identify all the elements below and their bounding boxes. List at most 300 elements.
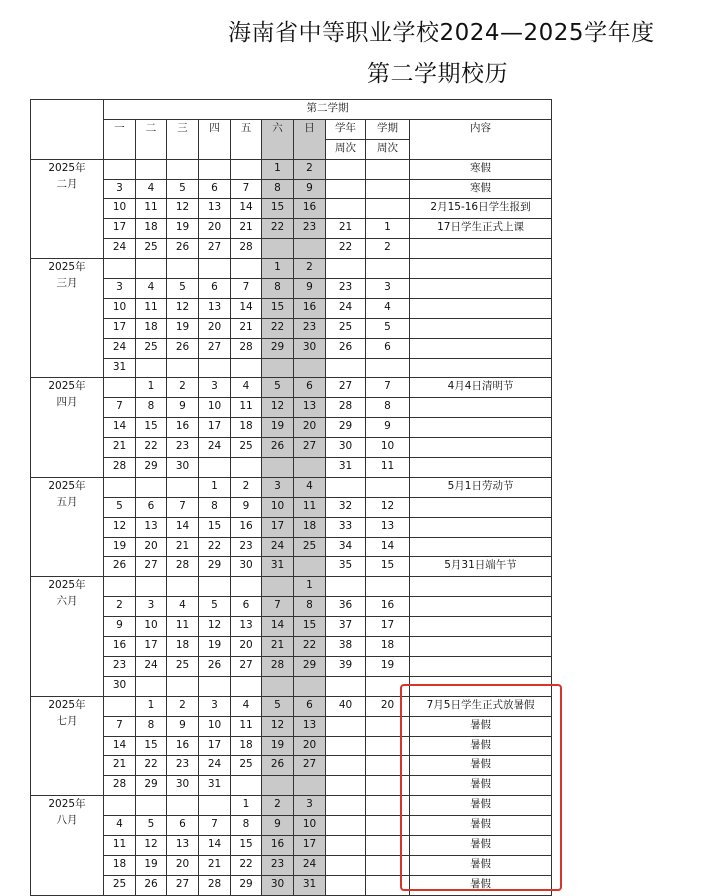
month-label (31, 577, 104, 696)
day-cell (104, 696, 136, 716)
day-cell: 21 (104, 756, 136, 776)
sem-week-cell (366, 796, 410, 816)
day-cell: 24 (104, 239, 136, 259)
page-title: 海南省中等职业学校2024—2025学年度 (228, 20, 655, 46)
day-cell: 4 (294, 477, 326, 497)
day-cell: 30 (167, 776, 199, 796)
content-cell (410, 318, 552, 338)
sem-week-cell: 4 (366, 298, 410, 318)
day-cell: 11 (231, 716, 262, 736)
day-cell: 26 (199, 656, 231, 676)
day-cell: 22 (136, 756, 167, 776)
content-cell (410, 338, 552, 358)
content-cell (410, 438, 552, 458)
day-cell: 15 (231, 835, 262, 855)
month-label (31, 477, 104, 576)
day-cell: 14 (104, 736, 136, 756)
day-cell (104, 378, 136, 398)
day-cell (167, 159, 199, 179)
day-cell (199, 159, 231, 179)
day-cell (262, 239, 294, 259)
day-cell (294, 676, 326, 696)
day-cell: 18 (104, 855, 136, 875)
week-row (31, 517, 552, 537)
day-cell: 19 (199, 637, 231, 657)
day-cell: 24 (294, 855, 326, 875)
day-cell: 18 (231, 736, 262, 756)
day-cell: 20 (199, 219, 231, 239)
day-cell: 5 (167, 279, 199, 299)
week-row (31, 676, 552, 696)
day-cell: 30 (104, 676, 136, 696)
day-cell: 9 (294, 279, 326, 299)
day-cell: 2 (294, 259, 326, 279)
content-cell (410, 279, 552, 299)
week-row (31, 875, 552, 895)
day-cell: 2 (104, 597, 136, 617)
day-cell (294, 557, 326, 577)
day-cell: 20 (294, 418, 326, 438)
day-cell: 25 (231, 438, 262, 458)
year-week-cell: 29 (326, 418, 366, 438)
day-cell: 10 (262, 497, 294, 517)
year-week-cell (326, 577, 366, 597)
day-cell: 13 (199, 199, 231, 219)
week-row (31, 776, 552, 796)
day-cell: 17 (199, 736, 231, 756)
year-week-cell (326, 199, 366, 219)
year-week-cell: 36 (326, 597, 366, 617)
day-cell: 24 (104, 338, 136, 358)
content-cell (410, 537, 552, 557)
year-week-cell (326, 358, 366, 378)
day-cell (231, 577, 262, 597)
day-header-sat: 六 (262, 119, 294, 159)
day-cell: 31 (104, 358, 136, 378)
day-cell: 29 (231, 875, 262, 895)
day-cell: 10 (104, 199, 136, 219)
content-cell: 暑假 (410, 796, 552, 816)
week-row (31, 418, 552, 438)
week-row (31, 378, 552, 398)
week-row (31, 756, 552, 776)
sem-week-cell: 5 (366, 318, 410, 338)
day-cell: 7 (231, 179, 262, 199)
day-cell: 27 (167, 875, 199, 895)
day-cell: 8 (136, 398, 167, 418)
day-cell: 7 (104, 716, 136, 736)
sem-week-cell (366, 875, 410, 895)
week-row (31, 219, 552, 239)
year-week-header: 学年 (326, 119, 366, 139)
day-cell: 1 (136, 696, 167, 716)
day-cell (167, 796, 199, 816)
sem-week-cell (366, 676, 410, 696)
day-cell: 24 (136, 656, 167, 676)
day-cell (104, 477, 136, 497)
day-cell: 24 (262, 537, 294, 557)
day-cell (136, 577, 167, 597)
year-week-cell (326, 835, 366, 855)
day-cell: 7 (262, 597, 294, 617)
day-cell: 16 (167, 418, 199, 438)
day-cell: 6 (136, 497, 167, 517)
day-cell: 28 (231, 338, 262, 358)
content-cell: 17日学生正式上课 (410, 219, 552, 239)
day-cell: 20 (231, 637, 262, 657)
content-cell: 寒假 (410, 159, 552, 179)
day-cell: 10 (199, 398, 231, 418)
sem-week-header-line2: 周次 (366, 139, 410, 159)
content-cell: 5月1日劳动节 (410, 477, 552, 497)
day-cell: 9 (231, 497, 262, 517)
year-week-cell: 40 (326, 696, 366, 716)
sem-week-cell: 8 (366, 398, 410, 418)
month-label (31, 259, 104, 378)
week-row (31, 497, 552, 517)
sem-week-cell: 10 (366, 438, 410, 458)
day-cell: 10 (294, 816, 326, 836)
day-cell: 26 (262, 756, 294, 776)
year-week-cell (326, 259, 366, 279)
day-cell: 19 (262, 418, 294, 438)
week-row (31, 637, 552, 657)
day-cell: 5 (262, 378, 294, 398)
year-week-cell: 23 (326, 279, 366, 299)
day-cell: 3 (294, 796, 326, 816)
day-cell (231, 676, 262, 696)
content-cell (410, 398, 552, 418)
sem-week-cell (366, 716, 410, 736)
week-row (31, 458, 552, 478)
sem-week-cell (366, 477, 410, 497)
day-cell: 8 (136, 716, 167, 736)
month-label-month: 四月 (56, 396, 78, 409)
content-cell (410, 358, 552, 378)
day-cell: 23 (231, 537, 262, 557)
day-cell (167, 477, 199, 497)
day-cell (262, 676, 294, 696)
year-week-cell: 34 (326, 537, 366, 557)
sem-week-cell (366, 776, 410, 796)
day-cell: 12 (104, 517, 136, 537)
day-cell (231, 259, 262, 279)
day-cell: 6 (167, 816, 199, 836)
year-week-cell: 25 (326, 318, 366, 338)
month-label (31, 696, 104, 795)
day-cell: 19 (262, 736, 294, 756)
year-week-cell (326, 736, 366, 756)
content-cell: 4月4日清明节 (410, 378, 552, 398)
day-cell: 24 (199, 756, 231, 776)
day-cell: 8 (199, 497, 231, 517)
month-label (31, 378, 104, 477)
day-cell (231, 358, 262, 378)
day-cell: 4 (136, 179, 167, 199)
week-row (31, 537, 552, 557)
day-cell: 2 (167, 696, 199, 716)
day-cell (104, 796, 136, 816)
day-cell: 11 (294, 497, 326, 517)
day-cell: 18 (167, 637, 199, 657)
sem-week-cell (366, 159, 410, 179)
content-cell: 暑假 (410, 716, 552, 736)
week-row (31, 239, 552, 259)
day-cell: 26 (262, 438, 294, 458)
day-cell: 13 (294, 716, 326, 736)
day-cell: 27 (136, 557, 167, 577)
sem-week-cell: 3 (366, 279, 410, 299)
day-cell (199, 796, 231, 816)
day-cell: 16 (167, 736, 199, 756)
day-cell: 12 (262, 716, 294, 736)
day-cell (294, 358, 326, 378)
sem-week-cell (366, 736, 410, 756)
year-week-cell: 30 (326, 438, 366, 458)
sem-week-cell (366, 855, 410, 875)
day-cell (167, 259, 199, 279)
content-cell: 暑假 (410, 875, 552, 895)
day-cell: 27 (294, 756, 326, 776)
day-cell (294, 776, 326, 796)
content-cell (410, 239, 552, 259)
day-cell: 7 (167, 497, 199, 517)
day-cell: 14 (104, 418, 136, 438)
day-cell: 31 (262, 557, 294, 577)
day-cell: 17 (104, 318, 136, 338)
day-cell: 15 (199, 517, 231, 537)
day-cell: 18 (136, 318, 167, 338)
day-cell: 9 (294, 179, 326, 199)
day-cell: 13 (136, 517, 167, 537)
day-cell: 28 (199, 875, 231, 895)
month-label (31, 159, 104, 258)
month-label-year: 2025年 (48, 261, 86, 274)
day-cell: 7 (104, 398, 136, 418)
day-cell: 8 (231, 816, 262, 836)
day-cell (199, 458, 231, 478)
day-cell: 10 (104, 298, 136, 318)
day-cell (104, 159, 136, 179)
content-cell: 寒假 (410, 179, 552, 199)
day-cell: 26 (167, 338, 199, 358)
content-cell: 7月5日学生正式放暑假 (410, 696, 552, 716)
month-label-year: 2025年 (48, 798, 86, 811)
sem-week-cell: 19 (366, 656, 410, 676)
sem-week-cell (366, 577, 410, 597)
sem-week-cell (366, 816, 410, 836)
day-cell: 6 (199, 279, 231, 299)
week-row (31, 557, 552, 577)
day-cell (231, 159, 262, 179)
day-cell: 10 (136, 617, 167, 637)
week-row (31, 656, 552, 676)
day-cell: 11 (231, 398, 262, 418)
day-cell: 15 (294, 617, 326, 637)
sem-week-cell: 18 (366, 637, 410, 657)
week-row (31, 696, 552, 716)
day-cell: 11 (104, 835, 136, 855)
day-cell: 21 (199, 855, 231, 875)
day-cell: 19 (104, 537, 136, 557)
day-cell: 17 (136, 637, 167, 657)
day-cell: 16 (262, 835, 294, 855)
sem-week-cell: 11 (366, 458, 410, 478)
day-cell: 31 (294, 875, 326, 895)
sem-week-cell: 15 (366, 557, 410, 577)
day-cell: 28 (104, 458, 136, 478)
content-cell: 暑假 (410, 816, 552, 836)
day-header-fri: 五 (231, 119, 262, 159)
day-cell: 7 (199, 816, 231, 836)
month-label-year: 2025年 (48, 479, 86, 492)
year-week-cell (326, 776, 366, 796)
day-cell: 28 (262, 656, 294, 676)
month-label-month: 六月 (56, 595, 78, 608)
sem-week-cell: 14 (366, 537, 410, 557)
day-cell: 22 (231, 855, 262, 875)
month-label (31, 796, 104, 895)
day-cell: 16 (231, 517, 262, 537)
content-cell: 2月15-16日学生报到 (410, 199, 552, 219)
day-cell: 17 (294, 835, 326, 855)
day-cell: 1 (262, 159, 294, 179)
sem-week-cell: 9 (366, 418, 410, 438)
day-cell: 4 (167, 597, 199, 617)
day-cell: 14 (262, 617, 294, 637)
day-cell: 19 (136, 855, 167, 875)
day-cell: 16 (104, 637, 136, 657)
day-cell: 31 (199, 776, 231, 796)
day-cell (262, 577, 294, 597)
week-row (31, 716, 552, 736)
content-cell: 5月31日端午节 (410, 557, 552, 577)
year-week-cell: 32 (326, 497, 366, 517)
year-week-cell: 31 (326, 458, 366, 478)
day-cell (136, 477, 167, 497)
day-cell: 16 (294, 199, 326, 219)
day-cell: 11 (167, 617, 199, 637)
sem-week-cell (366, 756, 410, 776)
day-cell: 21 (167, 537, 199, 557)
day-cell (262, 458, 294, 478)
day-cell: 3 (199, 378, 231, 398)
day-cell: 12 (262, 398, 294, 418)
day-cell: 25 (104, 875, 136, 895)
month-label-year: 2025年 (48, 380, 86, 393)
year-week-cell (326, 816, 366, 836)
day-cell: 30 (294, 338, 326, 358)
content-cell (410, 656, 552, 676)
day-cell: 13 (231, 617, 262, 637)
corner-cell (31, 100, 104, 160)
day-cell: 15 (136, 418, 167, 438)
day-cell: 13 (294, 398, 326, 418)
day-cell: 18 (136, 219, 167, 239)
day-cell: 22 (262, 219, 294, 239)
content-cell (410, 517, 552, 537)
year-week-cell (326, 716, 366, 736)
day-cell: 30 (262, 875, 294, 895)
day-cell: 11 (136, 298, 167, 318)
content-cell: 暑假 (410, 855, 552, 875)
day-cell: 17 (104, 219, 136, 239)
day-cell: 27 (199, 338, 231, 358)
day-cell (136, 259, 167, 279)
year-week-cell: 22 (326, 239, 366, 259)
day-cell: 27 (231, 656, 262, 676)
content-cell (410, 458, 552, 478)
day-cell: 11 (136, 199, 167, 219)
sem-week-cell (366, 259, 410, 279)
year-week-cell (326, 179, 366, 199)
week-row (31, 855, 552, 875)
day-cell: 1 (199, 477, 231, 497)
day-cell: 19 (167, 219, 199, 239)
day-cell: 23 (167, 756, 199, 776)
content-cell (410, 637, 552, 657)
day-cell: 25 (167, 656, 199, 676)
day-cell (167, 676, 199, 696)
day-cell: 26 (167, 239, 199, 259)
day-cell: 8 (294, 597, 326, 617)
month-label-year: 2025年 (48, 161, 86, 174)
day-cell: 1 (136, 378, 167, 398)
week-row (31, 597, 552, 617)
day-cell (136, 159, 167, 179)
month-label-month: 三月 (56, 277, 78, 290)
day-cell: 7 (231, 279, 262, 299)
day-cell: 1 (262, 259, 294, 279)
year-week-cell: 37 (326, 617, 366, 637)
day-cell: 14 (231, 199, 262, 219)
year-week-cell: 38 (326, 637, 366, 657)
day-cell: 28 (167, 557, 199, 577)
day-header-thu: 四 (199, 119, 231, 159)
year-week-cell (326, 875, 366, 895)
day-cell: 15 (262, 298, 294, 318)
day-cell: 10 (199, 716, 231, 736)
day-cell: 26 (136, 875, 167, 895)
year-week-cell (326, 159, 366, 179)
day-cell: 23 (294, 219, 326, 239)
week-row (31, 318, 552, 338)
day-cell: 3 (136, 597, 167, 617)
day-cell: 2 (262, 796, 294, 816)
day-cell (199, 259, 231, 279)
day-cell (167, 577, 199, 597)
content-cell: 暑假 (410, 736, 552, 756)
sem-week-cell (366, 179, 410, 199)
day-cell: 24 (199, 438, 231, 458)
day-cell: 3 (262, 477, 294, 497)
day-cell: 13 (199, 298, 231, 318)
content-header: 内容 (410, 119, 552, 159)
day-cell (136, 358, 167, 378)
month-label-month: 八月 (56, 814, 78, 827)
day-cell: 27 (199, 239, 231, 259)
month-label-year: 2025年 (48, 698, 86, 711)
day-cell: 30 (231, 557, 262, 577)
day-cell: 29 (199, 557, 231, 577)
sem-week-cell: 17 (366, 617, 410, 637)
content-cell (410, 418, 552, 438)
day-cell: 9 (104, 617, 136, 637)
day-cell: 12 (136, 835, 167, 855)
day-cell (104, 259, 136, 279)
day-cell: 5 (199, 597, 231, 617)
day-cell: 28 (104, 776, 136, 796)
